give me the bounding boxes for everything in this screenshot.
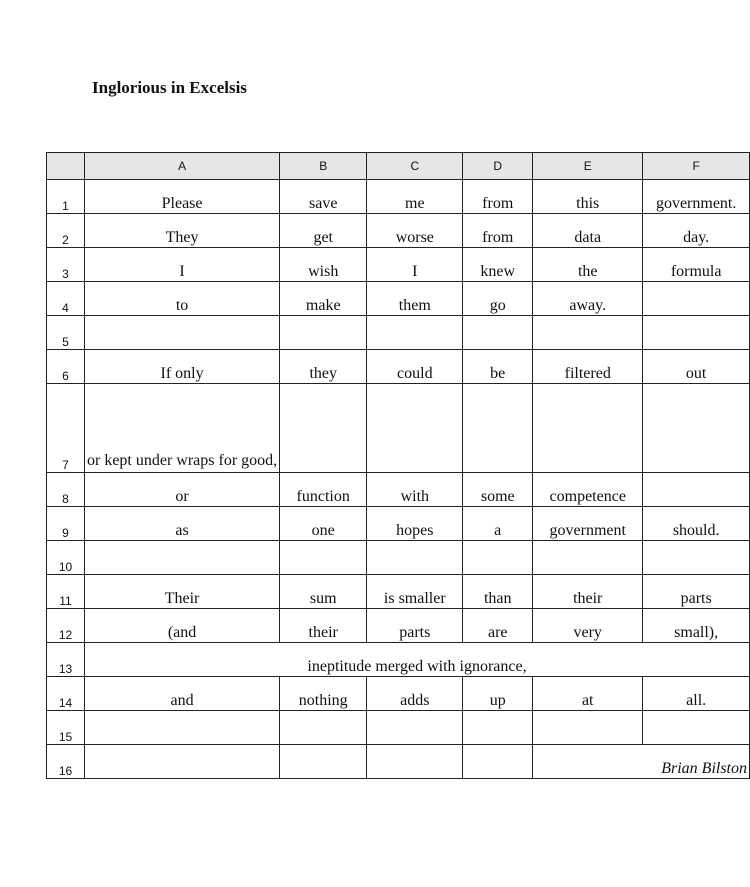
row-header[interactable]: 16 <box>47 745 85 779</box>
cell-b14[interactable]: nothing <box>280 677 367 711</box>
cell-d9[interactable]: a <box>463 507 533 541</box>
cell-a7[interactable]: or kept under wraps for good, <box>84 384 279 473</box>
cell-f6[interactable]: out <box>643 350 750 384</box>
table-row <box>47 575 750 609</box>
cell-e7[interactable] <box>533 384 643 473</box>
select-all-corner[interactable] <box>47 153 85 180</box>
cell-b9[interactable]: one <box>280 507 367 541</box>
cell-b16[interactable] <box>280 745 367 779</box>
cell-a11[interactable]: Their <box>84 575 279 609</box>
spreadsheet-grid <box>46 152 750 779</box>
cell-c16[interactable] <box>367 745 463 779</box>
cell-c12[interactable]: parts <box>367 609 463 643</box>
cell-c14[interactable]: adds <box>367 677 463 711</box>
cell-f9[interactable]: should. <box>643 507 750 541</box>
table-row <box>47 541 750 575</box>
cell-d2[interactable]: from <box>463 214 533 248</box>
cell-b11[interactable]: sum <box>280 575 367 609</box>
cell-a3[interactable]: I <box>84 248 279 282</box>
cell-a6[interactable]: If only <box>84 350 279 384</box>
cell-e14[interactable]: at <box>533 677 643 711</box>
cell-e8[interactable]: competence <box>533 473 643 507</box>
cell-b10[interactable] <box>280 541 367 575</box>
cell-a16[interactable] <box>84 745 279 779</box>
cell-e3[interactable]: the <box>533 248 643 282</box>
cell-e11[interactable]: their <box>533 575 643 609</box>
table-row <box>47 282 750 316</box>
cell-c8[interactable]: with <box>367 473 463 507</box>
cell-d3[interactable]: knew <box>463 248 533 282</box>
row-header[interactable]: 3 <box>47 248 85 282</box>
cell-e5[interactable] <box>533 316 643 350</box>
cell-f10[interactable] <box>643 541 750 575</box>
table-row <box>47 507 750 541</box>
column-header-d[interactable]: D <box>463 153 533 180</box>
cell-c15[interactable] <box>367 711 463 745</box>
cell-c7[interactable] <box>367 384 463 473</box>
cell-c10[interactable] <box>367 541 463 575</box>
row-header[interactable]: 1 <box>47 180 85 214</box>
cell-c2[interactable]: worse <box>367 214 463 248</box>
cell-f15[interactable] <box>643 711 750 745</box>
row-header[interactable]: 15 <box>47 711 85 745</box>
cell-c1[interactable]: me <box>367 180 463 214</box>
table-row <box>47 609 750 643</box>
cell-e12[interactable]: very <box>533 609 643 643</box>
cell-a10[interactable] <box>84 541 279 575</box>
row-header[interactable]: 12 <box>47 609 85 643</box>
cell-b6[interactable]: they <box>280 350 367 384</box>
cell-e1[interactable]: this <box>533 180 643 214</box>
table-row <box>47 214 750 248</box>
cell-b7[interactable] <box>280 384 367 473</box>
cell-f8[interactable] <box>643 473 750 507</box>
cell-f3[interactable]: formula <box>643 248 750 282</box>
cell-f1[interactable]: government. <box>643 180 750 214</box>
cell-b2[interactable]: get <box>280 214 367 248</box>
row-header[interactable]: 10 <box>47 541 85 575</box>
table-row <box>47 711 750 745</box>
cell-e9[interactable]: government <box>533 507 643 541</box>
cell-b3[interactable]: wish <box>280 248 367 282</box>
cell-f12[interactable]: small), <box>643 609 750 643</box>
cell-f11[interactable]: parts <box>643 575 750 609</box>
cell-d8[interactable]: some <box>463 473 533 507</box>
column-header-c[interactable]: C <box>367 153 463 180</box>
cell-e6[interactable]: filtered <box>533 350 643 384</box>
cell-f14[interactable]: all. <box>643 677 750 711</box>
cell-a9[interactable]: as <box>84 507 279 541</box>
table-row <box>47 316 750 350</box>
poem-title: Inglorious in Excelsis <box>92 78 247 97</box>
cell-f7[interactable] <box>643 384 750 473</box>
cell-e15[interactable] <box>533 711 643 745</box>
table-row <box>47 677 750 711</box>
row-header[interactable]: 8 <box>47 473 85 507</box>
cell-e4[interactable]: away. <box>533 282 643 316</box>
cell-b12[interactable]: their <box>280 609 367 643</box>
cell-a15[interactable] <box>84 711 279 745</box>
cell-b1[interactable]: save <box>280 180 367 214</box>
cell-a1[interactable]: Please <box>84 180 279 214</box>
table-row <box>47 473 750 507</box>
cell-c9[interactable]: hopes <box>367 507 463 541</box>
column-header-f[interactable]: F <box>643 153 750 180</box>
cell-a5[interactable] <box>84 316 279 350</box>
cell-d16[interactable] <box>463 745 533 779</box>
cell-d1[interactable]: from <box>463 180 533 214</box>
row-header[interactable]: 13 <box>47 643 85 677</box>
signature-cell[interactable]: Brian Bilston <box>533 745 750 779</box>
cell-a2[interactable]: They <box>84 214 279 248</box>
grid-body <box>47 180 750 779</box>
cell-b5[interactable] <box>280 316 367 350</box>
cell-b15[interactable] <box>280 711 367 745</box>
cell-c11[interactable]: is smaller <box>367 575 463 609</box>
row-header[interactable]: 5 <box>47 316 85 350</box>
row-header[interactable]: 4 <box>47 282 85 316</box>
cell-d11[interactable]: than <box>463 575 533 609</box>
row-header[interactable]: 9 <box>47 507 85 541</box>
cell-e10[interactable] <box>533 541 643 575</box>
cell-c5[interactable] <box>367 316 463 350</box>
merged-cell-a13-f13[interactable]: ineptitude merged with ignorance, <box>84 643 749 677</box>
row-header[interactable]: 2 <box>47 214 85 248</box>
column-header-a[interactable]: A <box>84 153 279 180</box>
table-row <box>47 643 750 677</box>
cell-d15[interactable] <box>463 711 533 745</box>
table-row <box>47 745 750 779</box>
table-row <box>47 180 750 214</box>
cell-c6[interactable]: could <box>367 350 463 384</box>
column-header-e[interactable]: E <box>533 153 643 180</box>
cell-d14[interactable]: up <box>463 677 533 711</box>
cell-f5[interactable] <box>643 316 750 350</box>
cell-d10[interactable] <box>463 541 533 575</box>
cell-d4[interactable]: go <box>463 282 533 316</box>
cell-a12[interactable]: (and <box>84 609 279 643</box>
column-header-b[interactable]: B <box>280 153 367 180</box>
cell-b4[interactable]: make <box>280 282 367 316</box>
cell-c4[interactable]: them <box>367 282 463 316</box>
cell-a4[interactable]: to <box>84 282 279 316</box>
row-header[interactable]: 14 <box>47 677 85 711</box>
row-header[interactable]: 7 <box>47 384 85 473</box>
cell-a14[interactable]: and <box>84 677 279 711</box>
row-header[interactable]: 11 <box>47 575 85 609</box>
cell-b8[interactable]: function <box>280 473 367 507</box>
cell-f4[interactable] <box>643 282 750 316</box>
cell-d6[interactable]: be <box>463 350 533 384</box>
column-header-row <box>47 153 750 180</box>
cell-f2[interactable]: day. <box>643 214 750 248</box>
table-row <box>47 384 750 473</box>
cell-d12[interactable]: are <box>463 609 533 643</box>
table-row <box>47 248 750 282</box>
cell-d7[interactable] <box>463 384 533 473</box>
cell-e2[interactable]: data <box>533 214 643 248</box>
table-row <box>47 350 750 384</box>
cell-d5[interactable] <box>463 316 533 350</box>
cell-c3[interactable]: I <box>367 248 463 282</box>
cell-a8[interactable]: or <box>84 473 279 507</box>
row-header[interactable]: 6 <box>47 350 85 384</box>
